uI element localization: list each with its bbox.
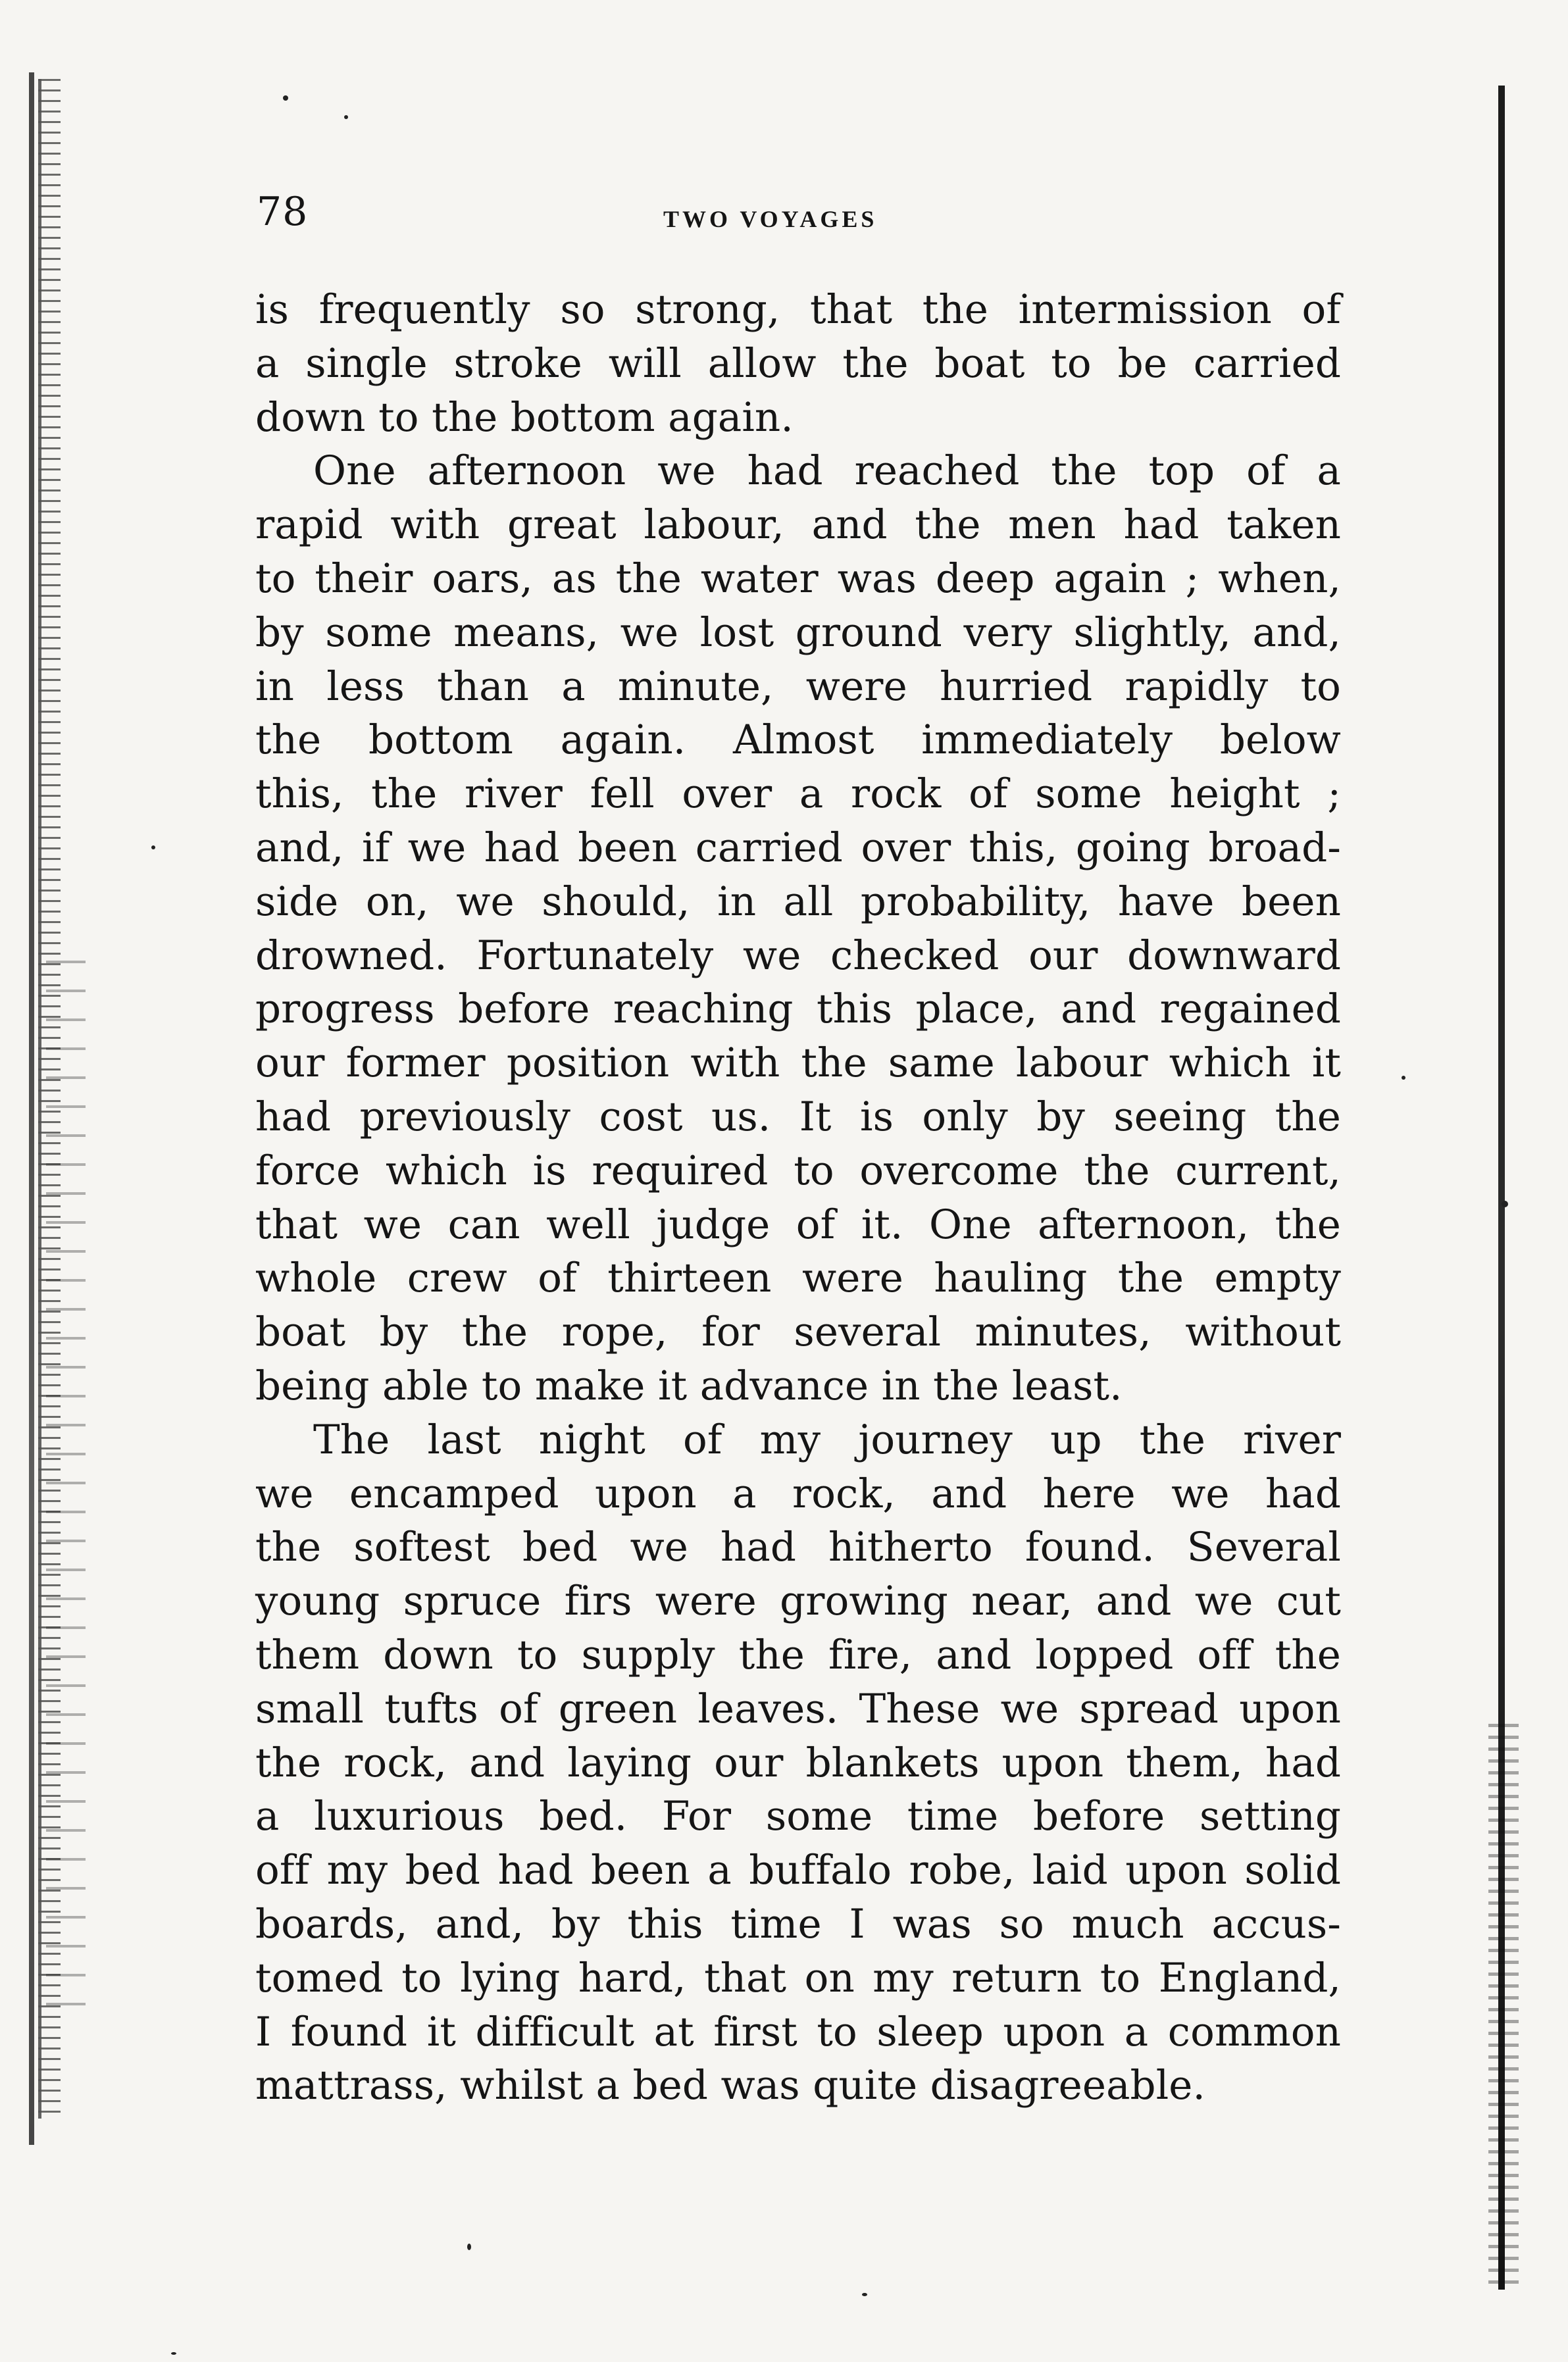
- ink-speck: [151, 845, 155, 849]
- text-line: rapid with great labour, and the men had taken: [255, 501, 1341, 549]
- text-line: side on, we should, in all probability, have been: [255, 878, 1341, 925]
- text-line: the softest bed we had hitherto found. Several: [255, 1524, 1341, 1571]
- text-line: in less than a minute, were hurried rapidly to: [255, 663, 1341, 710]
- text-line: force which is required to overcome the current,: [255, 1147, 1341, 1194]
- text-line: boat by the rope, for several minutes, without: [255, 1309, 1341, 1356]
- text-line: young spruce firs were growing near, and we cut: [255, 1578, 1341, 1625]
- ink-speck: [467, 2244, 471, 2250]
- text-line: boards, and, by this time I was so much accus-: [255, 1900, 1341, 1947]
- left-binding-edge: [29, 72, 34, 2145]
- text-line: small tufts of green leaves. These we spread upon: [255, 1685, 1341, 1732]
- text-line: our former position with the same labour which it: [255, 1040, 1341, 1087]
- text-line: being able to make it advance in the least.: [255, 1362, 1123, 1409]
- text-line: and, if we had been carried over this, going broad-: [255, 824, 1341, 871]
- text-line: tomed to lying hard, that on my return to England,: [255, 1954, 1341, 2001]
- text-line: mattrass, whilst a bed was quite disagreeable.: [255, 2062, 1205, 2109]
- ink-speck: [1402, 1076, 1405, 1080]
- ink-speck: [283, 95, 288, 101]
- ink-speck: [344, 115, 348, 119]
- text-line: One afternoon we had reached the top of a: [313, 447, 1341, 495]
- page-number: 78: [257, 189, 309, 235]
- text-line: The last night of my journey up the river: [313, 1416, 1341, 1463]
- page-header: [257, 191, 1336, 243]
- text-line: a luxurious bed. For some time before setting: [255, 1793, 1341, 1840]
- paragraph: [255, 444, 1341, 1413]
- right-edge-shadow: [1488, 1724, 1519, 2290]
- ink-speck: [1502, 1201, 1508, 1207]
- text-line: them down to supply the fire, and lopped off the: [255, 1631, 1341, 1678]
- text-line: the rock, and laying our blankets upon them, had: [255, 1739, 1341, 1786]
- paragraph: [255, 283, 1341, 444]
- text-line: whole crew of thirteen were hauling the empty: [255, 1255, 1341, 1302]
- text-line: off my bed had been a buffalo robe, laid upon solid: [255, 1847, 1341, 1894]
- text-line: had previously cost us. It is only by seeing the: [255, 1093, 1341, 1140]
- text-line: drowned. Fortunately we checked our downward: [255, 932, 1341, 979]
- paragraph: [255, 1413, 1341, 2113]
- text-line: progress before reaching this place, and regained: [255, 986, 1341, 1033]
- text-line: I found it difficult at first to sleep upon a common: [255, 2008, 1341, 2055]
- text-line: we encamped upon a rock, and here we had: [255, 1470, 1341, 1517]
- ink-speck: [862, 2293, 867, 2296]
- text-line: a single stroke will allow the boat to be carried: [255, 339, 1341, 387]
- text-line: that we can well judge of it. One afternoon, the: [255, 1201, 1341, 1248]
- body-text: [255, 283, 1341, 2109]
- text-line: the bottom again. Almost immediately below: [255, 716, 1341, 764]
- text-line: down to the bottom again.: [255, 393, 794, 441]
- running-title: TWO VOYAGES: [663, 206, 878, 232]
- text-line: to their oars, as the water was deep again ; when,: [255, 555, 1341, 602]
- text-line: is frequently so strong, that the intermission of: [255, 286, 1341, 333]
- text-line: by some means, we lost ground very slightly, and,: [255, 609, 1341, 656]
- ink-speck: [171, 2352, 176, 2355]
- text-line: this, the river fell over a rock of some height ;: [255, 770, 1341, 818]
- left-margin-specks: [46, 961, 86, 2013]
